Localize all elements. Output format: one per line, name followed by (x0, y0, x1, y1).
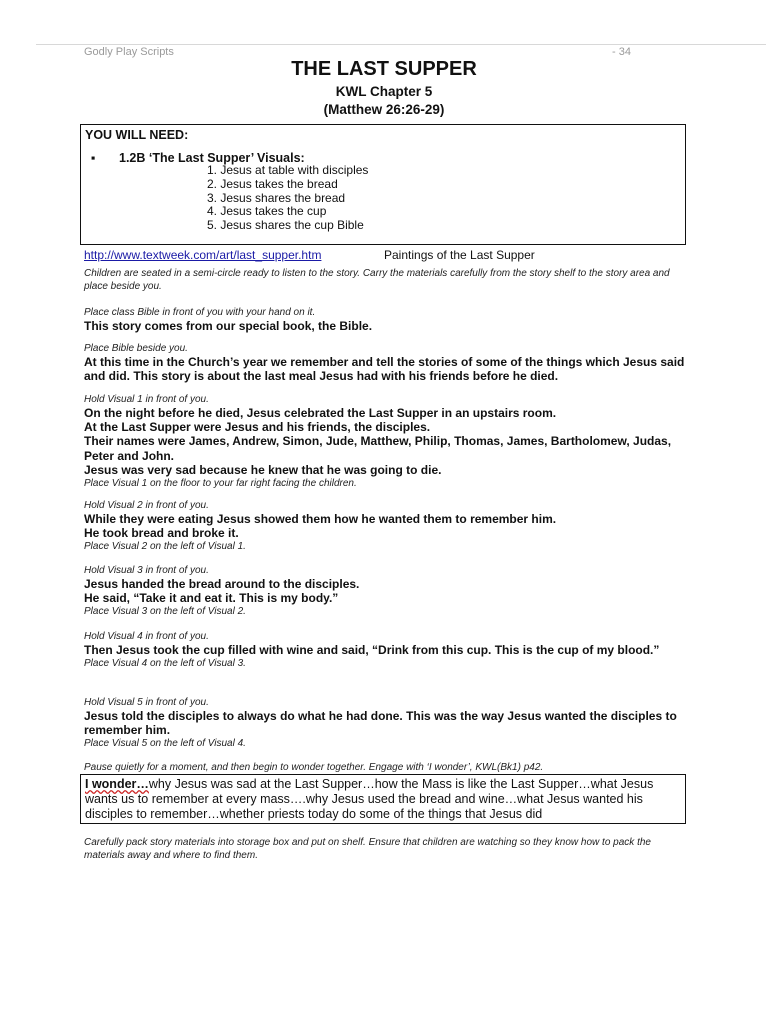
stage-direction: Pause quietly for a moment, and then begin to wonder together. Engage with ‘I wonder’, KWL(Bk1) p42. (84, 762, 544, 773)
stage-direction: Place Visual 4 on the left of Visual 3. (84, 658, 246, 670)
materials-item-label: 1.2B ‘The Last Supper’ Visuals: (119, 151, 305, 165)
script-line: At this time in the Church’s year we remember and tell the stories of some of the things which Jesus said and did. This story is about the last meal Jesus had with his friends before he died. (84, 355, 685, 384)
section-pause (84, 761, 686, 774)
stage-direction: Place Visual 3 on the left of Visual 2. (84, 606, 246, 618)
script-line: He said, “Take it and eat it. This is my body.” (84, 591, 339, 606)
stage-direction: Hold Visual 1 in front of you. (84, 394, 209, 405)
script-line: Then Jesus took the cup filled with wine and said, “Drink from this cup. This is the cup of my blood.” (84, 643, 660, 657)
section-visual-3 (84, 564, 686, 618)
stage-direction: Children are seated in a semi-circle ready to listen to the story. Carry the materials carefully from the story shelf to the story area and place beside you. (84, 268, 670, 292)
section-bible (84, 306, 686, 333)
visuals-list (207, 164, 368, 233)
section-intro (84, 267, 686, 293)
wonder-lead: I wonder… (85, 777, 149, 791)
stage-direction: Hold Visual 3 in front of you. (84, 565, 209, 576)
stage-direction: Place Visual 2 on the left of Visual 1. (84, 541, 246, 553)
visual-item: 3. Jesus shares the bread (207, 190, 346, 205)
visual-item: 1. Jesus at table with disciples (207, 163, 369, 177)
wonder-box (80, 774, 686, 824)
materials-heading: YOU WILL NEED: (85, 128, 189, 142)
wonder-text: why Jesus was sad at the Last Supper…how the Mass is like the Last Supper…what Jesus wants us to remember at every mass….why Jesus used the bread and wine…what Jesus wanted his disciples to remember…whether priests today do some of the things that Jesus did (85, 777, 654, 821)
script-line: This story comes from our special book, the Bible. (84, 319, 373, 333)
section-visual-2 (84, 499, 686, 553)
stage-direction: Place class Bible in front of you with your hand on it. (84, 307, 316, 318)
stage-direction: Place Visual 1 on the floor to your far right facing the children. (84, 478, 357, 490)
visual-item: 2. Jesus takes the bread (207, 176, 338, 191)
closing-direction: Carefully pack story materials into storage box and put on shelf. Ensure that children are watching so they know how to pack the materials away and where to find them. (84, 837, 651, 861)
scripture-reference: (Matthew 26:26-29) (323, 102, 445, 117)
link-caption: Paintings of the Last Supper (384, 248, 535, 262)
chapter-subtitle: KWL Chapter 5 (335, 84, 433, 99)
bullet-icon: ▪ (91, 151, 96, 165)
script-line: Jesus told the disciples to always do what he had done. This was the way Jesus wanted the disciples to remember him. (84, 709, 677, 738)
script-line: On the night before he died, Jesus celebrated the Last Supper in an upstairs room. (84, 406, 557, 420)
stage-direction: Place Visual 5 on the left of Visual 4. (84, 738, 246, 750)
visual-item: 5. Jesus shares the cup Bible (207, 218, 364, 233)
visual-item: 4. Jesus takes the cup (207, 204, 327, 219)
section-visual-4 (84, 630, 686, 670)
page-title: THE LAST SUPPER (291, 58, 477, 80)
section-visual-1 (84, 393, 686, 490)
stage-direction: Hold Visual 5 in front of you. (84, 697, 209, 708)
script-line: Jesus was very sad because he knew that he was going to die. (84, 462, 442, 477)
section-church-year (84, 342, 686, 383)
materials-item (85, 151, 681, 165)
script-line: At the Last Supper were Jesus and his friends, the disciples. (84, 420, 431, 435)
resource-row (84, 248, 535, 262)
materials-box (80, 124, 686, 245)
script-line: While they were eating Jesus showed them how he wanted them to remember him. (84, 512, 557, 526)
section-closing (84, 836, 686, 862)
header-rule (36, 44, 766, 45)
paintings-link[interactable]: http://www.textweek.com/art/last_supper.htm (84, 248, 322, 262)
script-line: Their names were James, Andrew, Simon, Jude, Matthew, Philip, Thomas, James, Bartholomew, Judas, Peter and John. (84, 434, 672, 463)
stage-direction: Hold Visual 4 in front of you. (84, 631, 209, 642)
running-header: Godly Play Scripts (84, 46, 174, 58)
script-line: Jesus handed the bread around to the disciples. (84, 577, 360, 591)
page-number: - 34 (612, 46, 631, 58)
stage-direction: Hold Visual 2 in front of you. (84, 500, 209, 511)
section-visual-5 (84, 696, 686, 750)
script-line: He took bread and broke it. (84, 526, 239, 541)
stage-direction: Place Bible beside you. (84, 343, 188, 354)
